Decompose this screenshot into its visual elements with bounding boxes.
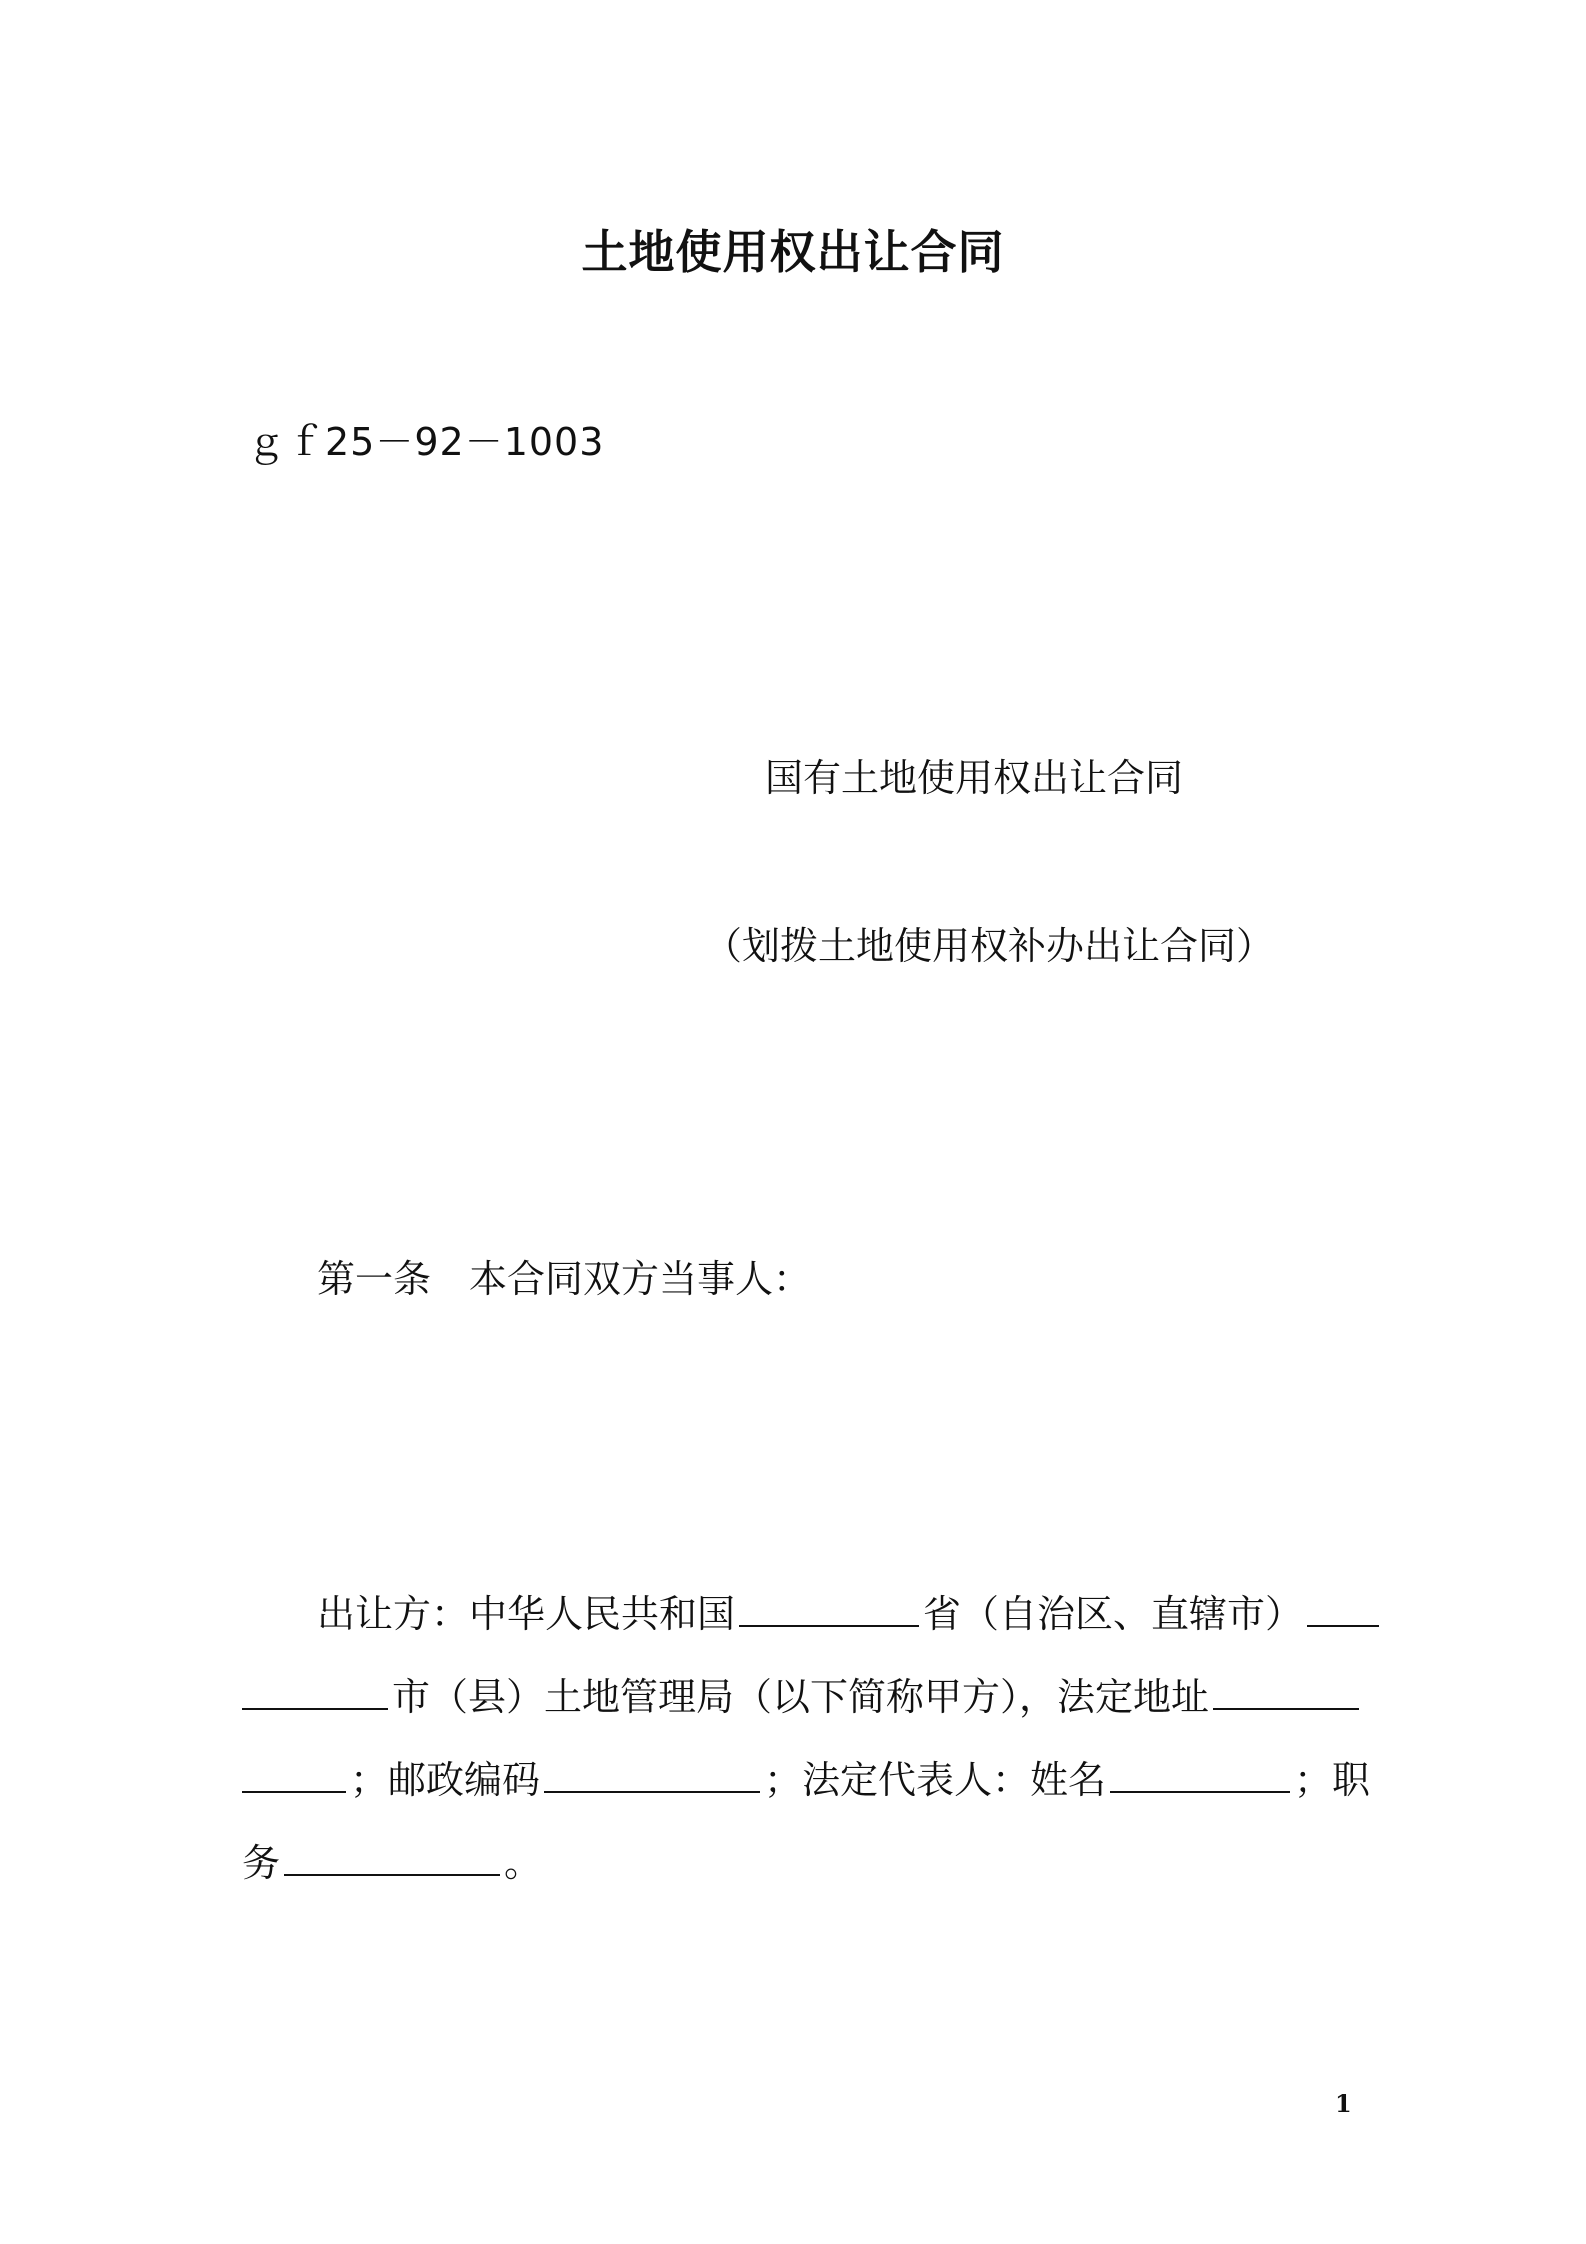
page-number: 1	[1335, 2089, 1352, 2118]
contract-subtitle-note: （划拨土地使用权补办出让合同）	[704, 924, 1275, 968]
province-blank[interactable]	[739, 1587, 919, 1627]
grantor-text: 务	[242, 1841, 281, 1885]
position-blank[interactable]	[284, 1836, 500, 1876]
postal-code-blank[interactable]	[544, 1753, 760, 1793]
grantor-text: ；职	[1294, 1758, 1371, 1802]
grantor-text: ；邮政编码	[350, 1758, 541, 1802]
grantor-text: 。	[504, 1841, 543, 1885]
grantor-line-4	[242, 1832, 1354, 1887]
grantor-text: 出让方：中华人民共和国	[317, 1592, 736, 1636]
grantor-line-2	[242, 1666, 1354, 1721]
document-code: ｇｆ25－92－1003	[247, 420, 605, 464]
article-title: 本合同双方当事人：	[469, 1257, 812, 1301]
grantor-text: 市（县）土地管理局（以下简称甲方），法定地址	[392, 1675, 1210, 1719]
contract-subtitle: 国有土地使用权出让合同	[765, 756, 1184, 800]
article-1-heading	[317, 1248, 811, 1303]
representative-name-blank[interactable]	[1110, 1753, 1290, 1793]
city-blank-part-2[interactable]	[242, 1670, 388, 1710]
article-number: 第一条	[317, 1257, 432, 1301]
city-blank-part-1[interactable]	[1307, 1587, 1379, 1627]
grantor-line-1	[317, 1583, 1354, 1638]
grantor-text: ；法定代表人：姓名	[764, 1758, 1107, 1802]
address-blank-part-1[interactable]	[1213, 1670, 1359, 1710]
document-title: 土地使用权出让合同	[581, 225, 1005, 279]
grantor-text: 省（自治区、直辖市）	[923, 1592, 1304, 1636]
address-blank-part-2[interactable]	[242, 1753, 346, 1793]
grantor-line-3	[242, 1749, 1371, 1804]
